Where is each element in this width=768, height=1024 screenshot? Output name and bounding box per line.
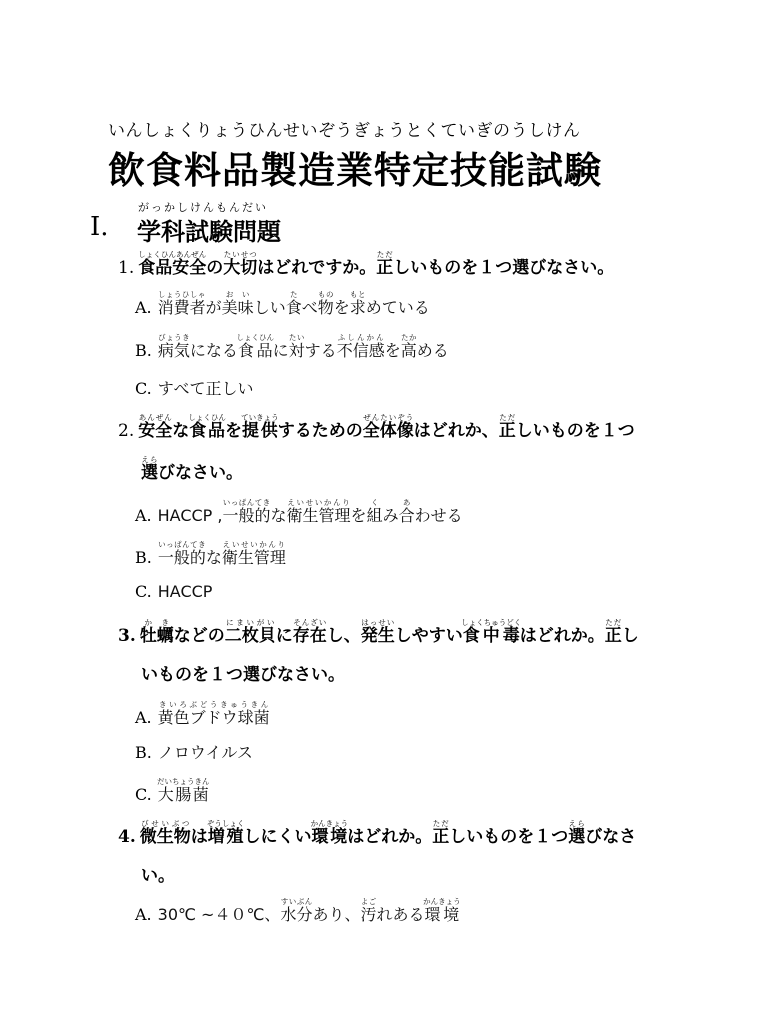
- question-2: 2. 安全あんぜんな食品しょくひんを提供ていきょうするための全体像ぜんたいぞうはどれか、正ただしいものを１つ: [118, 413, 635, 441]
- option-3a: A. 黄色ブドウ球菌きいろぶどうきゅうきん: [135, 700, 270, 727]
- question-number: 1.: [118, 258, 135, 278]
- ruby-word: 大切たいせつ: [223, 250, 258, 278]
- question-2-continued: 選えらびなさい。: [141, 455, 243, 483]
- question-4: 4. 微生物びせいぶつは増殖ぞうしょくしにくい環境かんきょうはどれか。正ただしいものを１つ選えらびなさ: [118, 819, 637, 847]
- section-furigana: がっかしけんもんだい: [138, 201, 268, 214]
- option-2b: B. 一般的いっぱんてきな衛生管理えいせいかんり: [135, 540, 286, 567]
- title-furigana: いんしょくりょうひんせいぞうぎょうとくていぎのうしけん: [108, 121, 581, 141]
- question-3-continued: いものを１つ選びなさい。: [141, 665, 345, 685]
- option-2c: C. HACCP: [135, 582, 213, 601]
- option-2a: A. HACCP ,一般的いっぱんてきな衛生管理えいせいかんりを組くみ合あわせる: [135, 498, 463, 525]
- option-1b: B. 病気びょうきになる食品しょくひんに対たいする不信感ふしんかんを高たかめる: [135, 333, 449, 360]
- option-1c: C. すべて正しい: [135, 379, 254, 398]
- question-1: 1. 食品安全しょくひんあんぜんの大切たいせつはどれですか。正ただしいものを１つ選びなさい。: [118, 250, 615, 278]
- ruby-word: 正ただ: [376, 250, 394, 278]
- option-3c: C. 大腸菌だいちょうきん: [135, 777, 210, 804]
- ruby-word: 食品安全しょくひんあんぜん: [138, 250, 207, 278]
- option-3b: B. ノロウイルス: [135, 743, 253, 762]
- section-number: I.: [90, 212, 109, 242]
- option-4a: A. 30℃ ~４０℃、水分すいぶんあり、汚よごれある環境かんきょう: [135, 897, 461, 924]
- question-4-continued: い。: [141, 866, 175, 886]
- question-number: 2.: [118, 421, 135, 441]
- question-number: 4.: [118, 827, 136, 847]
- page-title: 飲食料品製造業特定技能試験: [108, 149, 602, 192]
- option-1a: A. 消費者しょうひしゃが美味おいしい食たべ物ものを求もとめている: [135, 290, 430, 317]
- section-title: 学科試験問題: [137, 218, 281, 246]
- question-number: 3.: [118, 626, 136, 646]
- question-3: 3. 牡蠣かきなどの二枚貝にまいがいに存在そんざいし、発生はっせいしやすい食中毒しょくちゅうどくはどれか。正ただし: [118, 618, 639, 646]
